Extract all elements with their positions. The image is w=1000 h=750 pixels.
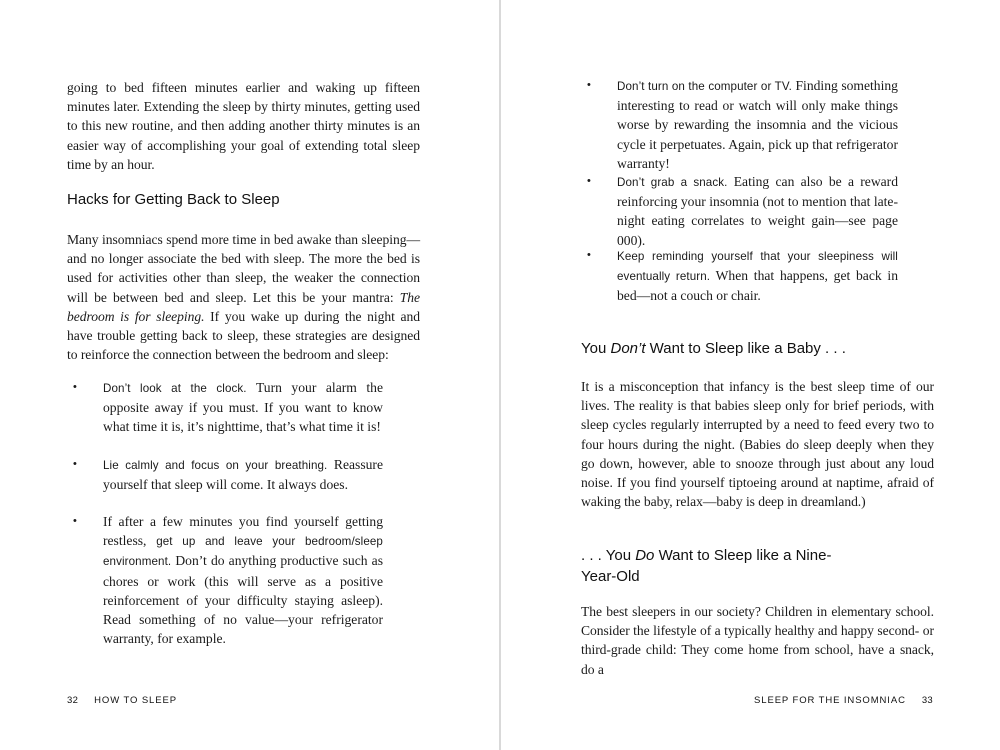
bullet-text: Don’t do anything productive such as chores or work (this will serve as a positive reinforcement of your difficulty staying asleep). Read something of no value—your refrigerator warranty, for example. <box>103 553 383 647</box>
bullet-lead: Don’t turn on the computer or TV. <box>617 80 792 93</box>
bullet-text: Turn your alarm the opposite away if you must. If you want to know what time it is, it’s nighttime, that’s what time it is! <box>103 380 383 435</box>
right-page <box>501 0 1000 750</box>
list-item <box>587 246 898 306</box>
list-item <box>587 172 898 250</box>
bullet-lead: Don’t grab a snack. <box>617 176 728 189</box>
right-paragraph-baby: It is a misconception that infancy is the best sleep time of our lives. The reality is that babies sleep only for brief periods, with sleep cycles regularly interrupted by a need to feed every two to four hours during the night. (Babies do sleep deeply when they go down, however, able to snooze through just about any loud noise. If you find yourself tiptoeing around at naptime, afraid of waking the baby, relax—baby is deep in dreamland.) <box>581 379 934 510</box>
left-intro-paragraph-block <box>67 78 420 174</box>
section-heading-baby: You Don’t Want to Sleep like a Baby . . . <box>581 340 846 357</box>
page-number: 32 <box>67 695 79 706</box>
left-page <box>0 0 499 750</box>
left-intro-paragraph: going to bed fifteen minutes earlier and waking up fifteen minutes later. Extending the sleep by thirty minutes, getting used to this new routine, and then adding another thirty minutes is an easier way of accomplishing your goal of extending total sleep time by an hour. <box>67 80 420 172</box>
right-paragraph-block-1 <box>581 377 934 511</box>
main-paragraph-text: Many insomniacs spend more time in bed awake than sleeping—and no longer associate the bed with sleep. The more the bed is used for activities other than sleep, the weaker the connection will be between bed and sleep. Let this be your mantra: <box>67 232 420 305</box>
list-item <box>73 378 383 437</box>
left-main-paragraph <box>67 230 420 364</box>
bullet-text: When that happens, get back in bed—not a couch or chair. <box>617 268 898 304</box>
bullet-dot: • <box>587 249 591 261</box>
bullet-text: Finding something interesting to read or watch will only make things worse by rewarding the insomnia and the vicious cycle it perpetuates. Again, pick up that refrigerator warranty! <box>617 78 898 171</box>
right-folio <box>754 694 933 708</box>
bullet-text: Reassure yourself that sleep will come. It always does. <box>103 457 383 493</box>
main-paragraph-text-cont: If you wake up during the night and have trouble getting back to sleep, these strategies are designed to reinforce the connection between the bedroom and sleep: <box>67 308 420 363</box>
bullet-lead: Lie calmly and focus on your breathing. <box>103 459 328 472</box>
page-number: 33 <box>921 695 933 706</box>
bullet-pre-text: If after a few minutes you find yourself getting restless, <box>103 514 383 549</box>
bullet-dot: • <box>587 79 591 91</box>
bullet-dot: • <box>73 381 77 393</box>
bullet-lead: get up and leave your bedroom/sleep environment. <box>103 535 383 569</box>
mantra-text: The bedroom is for sleeping. <box>67 289 420 324</box>
running-head: SLEEP FOR THE INSOMNIAC <box>754 695 906 706</box>
bullet-lead: Don’t look at the clock. <box>103 382 247 395</box>
bullet-dot: • <box>73 458 77 470</box>
bullet-text: Eating can also be a reward reinforcing your insomnia (not to mention that late-night eating correlates to weight gain—see page 000). <box>617 174 898 248</box>
left-folio <box>67 694 177 708</box>
left-main-paragraph-block <box>67 230 420 364</box>
running-head: HOW TO SLEEP <box>94 695 177 706</box>
section-heading-hacks: Hacks for Getting Back to Sleep <box>67 191 280 208</box>
list-item <box>587 76 898 173</box>
bullet-lead: Keep reminding yourself that your sleepiness will eventually return. <box>617 250 898 284</box>
list-item <box>73 512 383 648</box>
section-heading-nine-year-old: . . . You Do Want to Sleep like a Nine-Year-Old <box>581 547 832 585</box>
bullet-dot: • <box>587 175 591 187</box>
right-paragraph-nine-year-old: The best sleepers in our society? Children in elementary school. Consider the lifestyle of a typically healthy and happy second- or third-grade child: They come home from school, have a snack, do a <box>581 604 934 677</box>
list-item <box>73 455 383 494</box>
bullet-dot: • <box>73 515 77 527</box>
right-paragraph-block-2 <box>581 602 934 679</box>
